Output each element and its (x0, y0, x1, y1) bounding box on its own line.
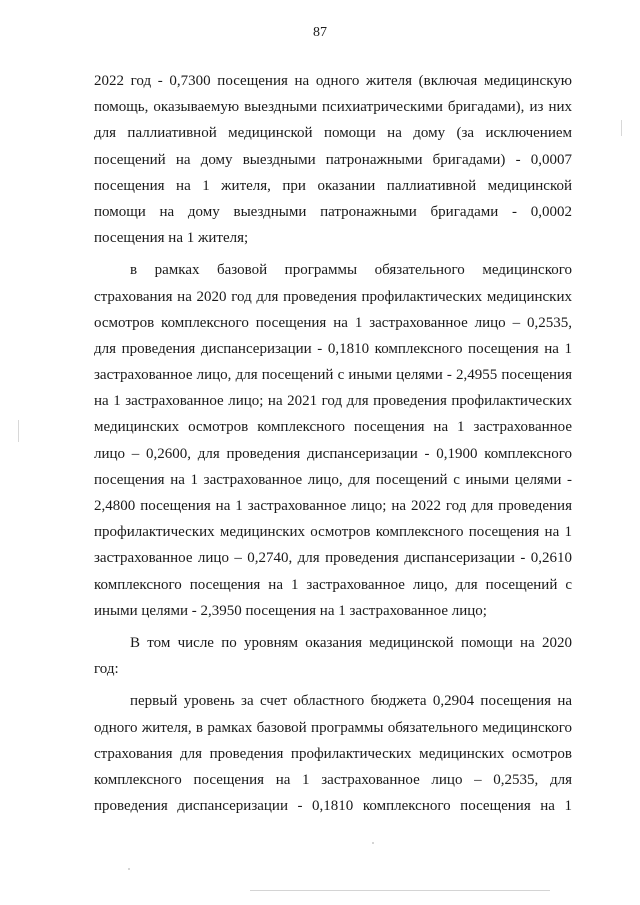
text-line: страхования на 2020 год для проведения профилактических медицинских (94, 288, 572, 305)
text-line: в рамках базовой программы обязательного медицинского (130, 262, 572, 279)
scan-artifact (250, 890, 550, 891)
text-line: В том числе по уровням оказания медицинской помощи на 2020 (130, 634, 572, 651)
text-line: для паллиативной медицинской помощи на дому (за исключением (94, 125, 572, 142)
text-line: проведения диспансеризации - 0,1810 комплексного посещения на 1 (94, 798, 572, 815)
text-line: осмотров комплексного посещения на 1 застрахованное лицо – 0,2535, (94, 314, 572, 331)
text-line: на 1 застрахованное лицо; на 2021 год для проведения профилактических (94, 393, 572, 410)
text-line: медицинских осмотров комплексного посещения на 1 застрахованное (94, 419, 572, 436)
text-line: год: (94, 661, 119, 678)
text-line: 2022 год - 0,7300 посещения на одного жителя (включая медицинскую (94, 73, 572, 89)
text-line: помощи на дому выездными патронажными бригадами - 0,0002 (94, 203, 572, 220)
text-line: застрахованное лицо – 0,2740, для проведения диспансеризации - 0,2610 (94, 550, 572, 567)
text-line: посещений на дому выездными патронажными бригадами) - 0,0007 (94, 151, 572, 168)
text-line: профилактических медицинских осмотров комплексного посещения на 1 (94, 524, 572, 541)
text-line: иными целями - 2,3950 посещения на 1 застрахованное лицо; (94, 602, 487, 619)
text-line: для проведения диспансеризации - 0,1810 комплексного посещения на 1 (94, 340, 572, 357)
text-line: комплексного посещения на 1 застрахованное лицо, для посещений с (94, 576, 572, 593)
text-line: посещения на 1 жителя; (94, 230, 249, 247)
document-body (94, 68, 572, 819)
scan-artifact (18, 420, 19, 442)
scan-artifact (372, 842, 374, 844)
text-line: комплексного посещения на 1 застрахованное лицо – 0,2535, для (94, 771, 572, 788)
text-line: одного жителя, в рамках базовой программы обязательного медицинского (94, 719, 572, 736)
page-number: 87 (313, 25, 327, 40)
text-line: страхования для проведения профилактических медицинских осмотров (94, 745, 572, 762)
text-line: посещения на 1 жителя, при оказании паллиативной медицинской (94, 177, 572, 194)
text-line: лицо – 0,2600, для проведения диспансеризации - 0,1900 комплексного (94, 445, 572, 462)
scan-artifact (621, 120, 622, 136)
scan-artifact (128, 868, 130, 870)
text-line: посещения на 1 застрахованное лицо, для посещений с иными целями - (94, 471, 572, 488)
text-line: помощь, оказываемую выездными психиатрическими бригадами), из них (94, 99, 572, 116)
text-line: застрахованное лицо, для посещений с иными целями - 2,4955 посещения (94, 367, 572, 384)
text-line: первый уровень за счет областного бюджета 0,2904 посещения на (130, 693, 572, 710)
text-line: 2,4800 посещения на 1 застрахованное лицо; на 2022 год для проведения (94, 498, 572, 514)
